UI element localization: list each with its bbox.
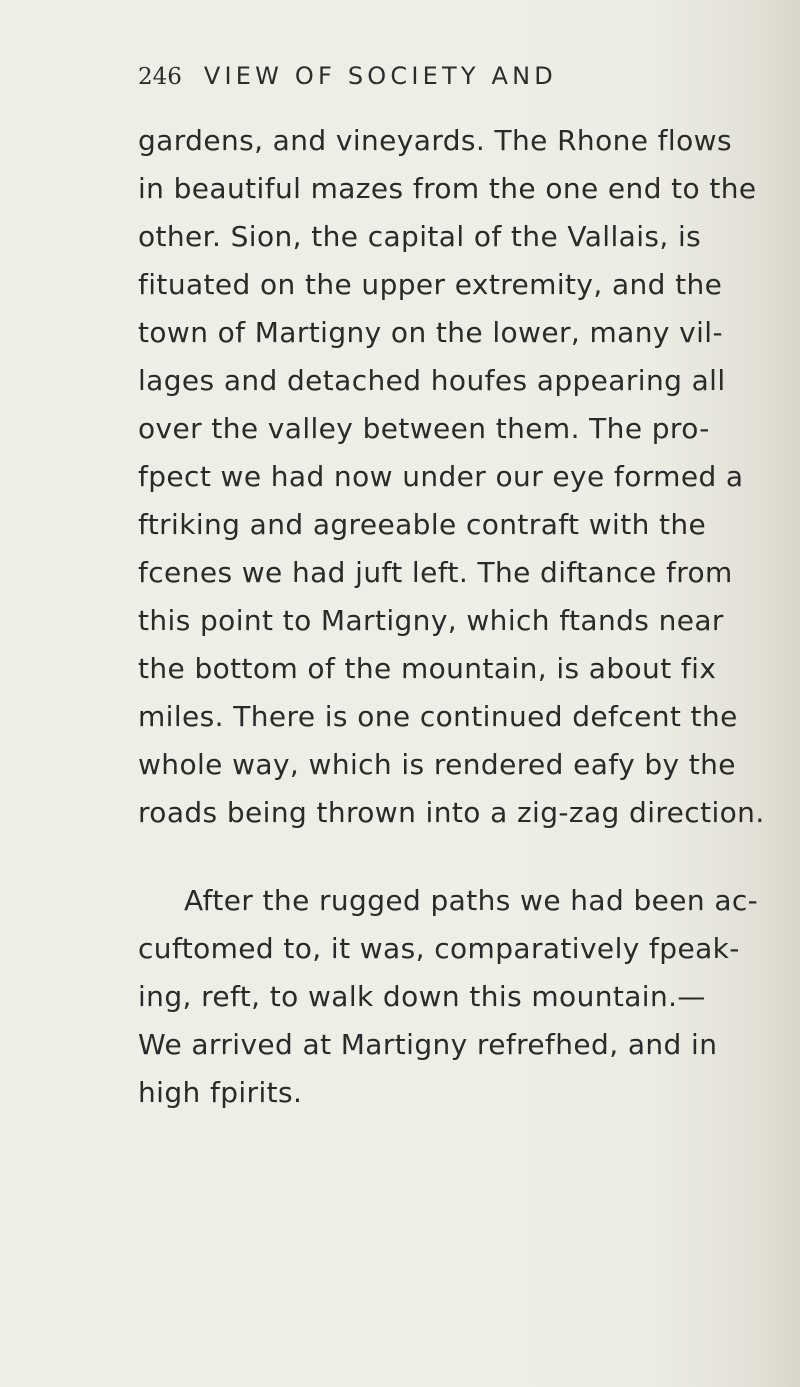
text-line: gardens, and vineyards. The Rhone flows bbox=[138, 124, 732, 157]
text-line: lages and detached houfes appearing all bbox=[138, 364, 726, 397]
text-line: whole way, which is rendered eafy by the bbox=[138, 748, 736, 781]
page-number: 246 bbox=[138, 64, 182, 90]
text-line: over the valley between them. The pro- bbox=[138, 412, 710, 445]
paragraph-2 bbox=[138, 877, 778, 1117]
text-line: the bottom of the mountain, is about fix bbox=[138, 652, 717, 685]
text-line: miles. There is one continued defcent the bbox=[138, 700, 738, 733]
text-line: other. Sion, the capital of the Vallais, is bbox=[138, 220, 702, 253]
page-header bbox=[138, 62, 557, 102]
text-line: fcenes we had juft left. The diftance from bbox=[138, 556, 733, 589]
text-line: roads being thrown into a zig-zag direction. bbox=[138, 796, 765, 829]
text-line: in beautiful mazes from the one end to the bbox=[138, 172, 757, 205]
text-line: After the rugged paths we had been ac- bbox=[184, 884, 759, 917]
paragraph-1 bbox=[138, 117, 778, 837]
text-line: We arrived at Martigny refrefhed, and in bbox=[138, 1028, 718, 1061]
text-line: fituated on the upper extremity, and the bbox=[138, 268, 723, 301]
text-line: fpect we had now under our eye formed a bbox=[138, 460, 744, 493]
text-line: this point to Martigny, which ftands near bbox=[138, 604, 724, 637]
running-head: VIEW OF SOCIETY AND bbox=[203, 62, 557, 90]
text-line: ftriking and agreeable contraft with the bbox=[138, 508, 707, 541]
text-line: high fpirits. bbox=[138, 1076, 303, 1109]
paragraph-gap bbox=[138, 837, 778, 877]
text-line: cuftomed to, it was, comparatively fpeak- bbox=[138, 932, 740, 965]
text-line: town of Martigny on the lower, many vil- bbox=[138, 316, 723, 349]
body-text bbox=[138, 117, 778, 1117]
text-line: ing, reft, to walk down this mountain.— bbox=[138, 980, 706, 1013]
